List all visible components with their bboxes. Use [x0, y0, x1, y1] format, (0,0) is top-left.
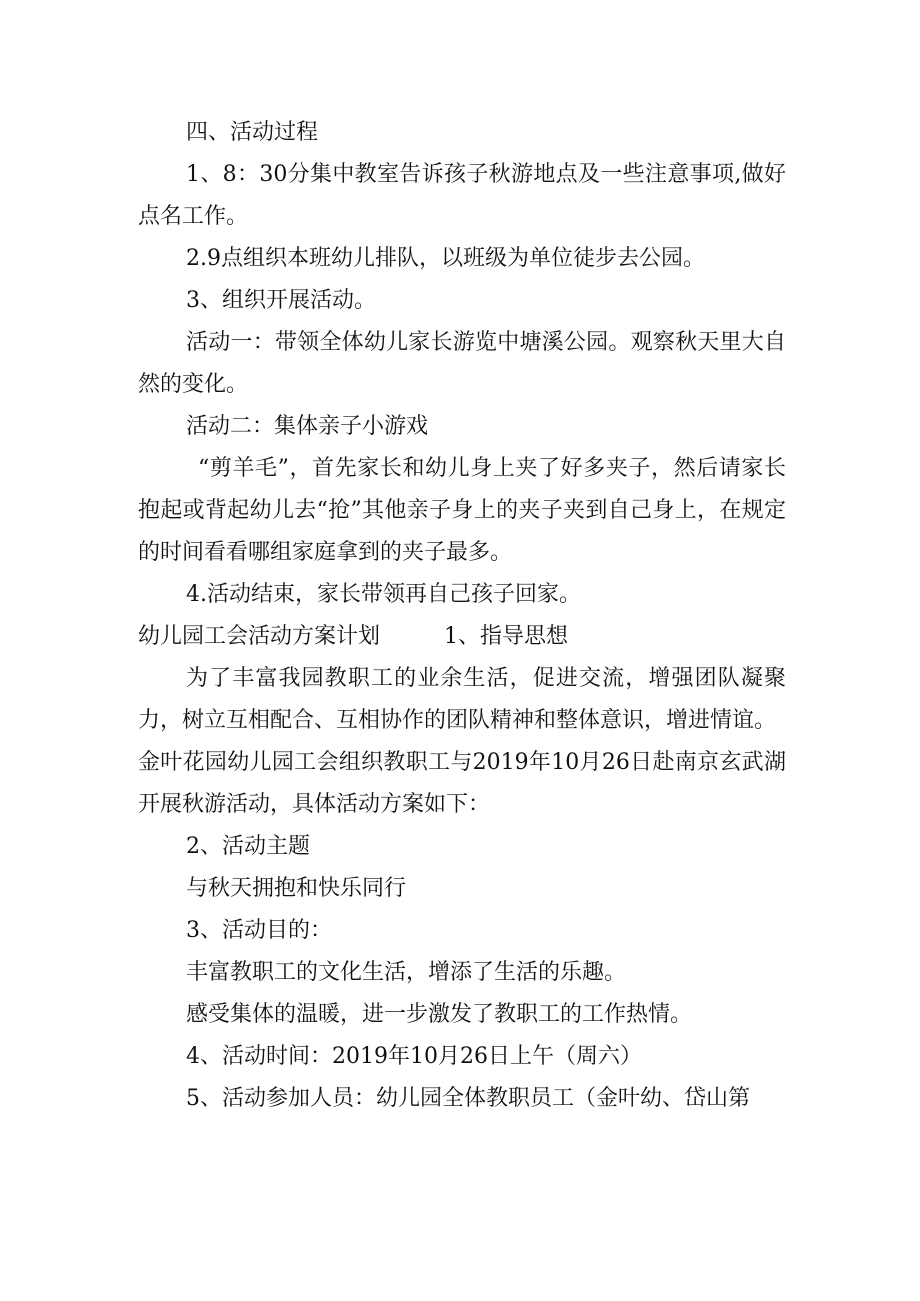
section-title: 幼儿园工会活动方案计划	[138, 624, 381, 649]
heading-activity-process: 四、活动过程	[186, 120, 319, 145]
section-first-heading: 1、指导思想	[444, 624, 569, 649]
paragraph-game-description: “剪羊毛”，首先家长和幼儿身上夹了好多夹子，然后请家长抱起或背起幼儿去“抢”其他亲子身上的夹子夹到自己身上，在规定的时间看看哪组家庭拿到的夹子最多。	[138, 456, 786, 565]
paragraph-theme: 与秋天拥抱和快乐同行	[186, 876, 407, 901]
paragraph-step-4: 4.活动结束，家长带领再自己孩子回家。	[186, 582, 581, 607]
paragraph-step-1: 1、8：30分集中教室告诉孩子秋游地点及一些注意事项,做好点名工作。	[138, 162, 786, 229]
paragraph-step-2: 2.9点组织本班幼儿排队，以班级为单位徒步去公园。	[186, 246, 705, 271]
heading-activity-goal: 3、活动目的：	[186, 918, 332, 943]
paragraph-step-3: 3、组织开展活动。	[186, 288, 376, 313]
paragraph-participants: 5、活动参加人员：幼儿园全体教职员工（金叶幼、岱山第	[186, 1086, 750, 1111]
paragraph-activity-two: 活动二：集体亲子小游戏	[186, 414, 429, 439]
heading-activity-theme: 2、活动主题	[186, 834, 310, 859]
paragraph-goal-1: 丰富教职工的文化生活，增添了生活的乐趣。	[186, 960, 627, 985]
paragraph-activity-one: 活动一：带领全体幼儿家长游览中塘溪公园。观察秋天里大自然的变化。	[138, 330, 786, 397]
section-title-line	[138, 616, 786, 658]
paragraph-organization: 金叶花园幼儿园工会组织教职工与2019年10月26日赴南京玄武湖开展秋游活动，具体活动方案如下：	[138, 750, 786, 817]
paragraph-activity-time: 4、活动时间：2019年10月26日上午（周六）	[186, 1044, 642, 1069]
document-body	[138, 112, 786, 1120]
paragraph-goal-2: 感受集体的温暖，进一步激发了教职工的工作热情。	[186, 1002, 693, 1027]
paragraph-guiding-idea: 为了丰富我园教职工的业余生活，促进交流，增强团队凝聚力，树立互相配合、互相协作的团队精神和整体意识，增进情谊。	[138, 666, 786, 733]
